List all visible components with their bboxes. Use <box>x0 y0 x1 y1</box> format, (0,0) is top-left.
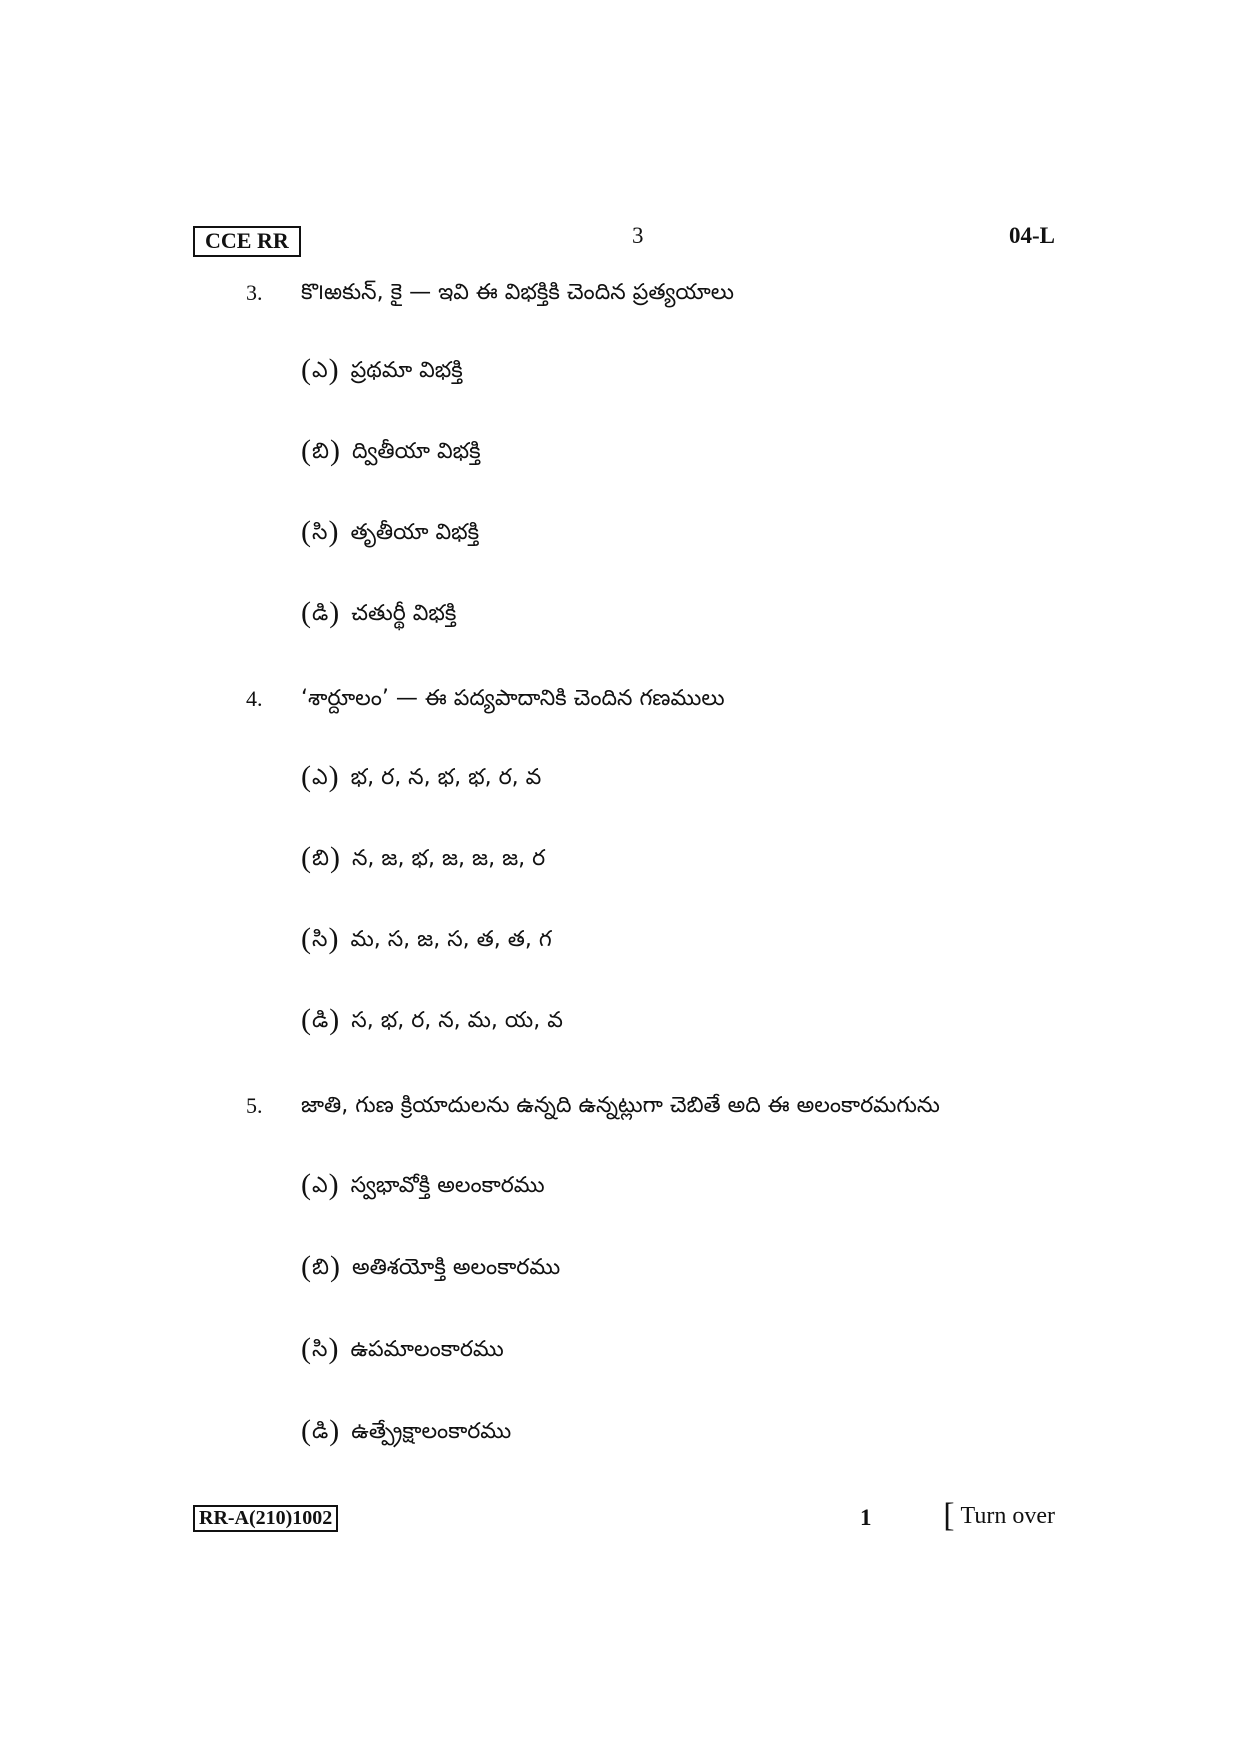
option-item: (ఎ) భ, ర, న, భ, భ, ర, వ <box>301 760 542 793</box>
option-item: (డి) స, భ, ర, న, మ, య, వ <box>301 1003 563 1036</box>
option-text: తృతీయా విభక్తి <box>350 520 480 545</box>
option-label: సి <box>312 1337 328 1362</box>
option-text: భ, ర, న, భ, భ, ర, వ <box>350 765 542 790</box>
header-page-number: 3 <box>632 223 644 248</box>
option-item: (డి) ఉత్ప్రేక్షాలంకారము <box>301 1414 512 1447</box>
question-text: ‘శార్దూలం’ — ఈ పద్యపాదానికి చెందిన గణములు <box>301 686 725 711</box>
option-label: ఎ <box>312 1173 328 1198</box>
option-label: డి <box>312 1008 329 1033</box>
option-text: స్వభావోక్తి అలంకారము <box>350 1173 545 1198</box>
option-text: ప్రథమా విభక్తి <box>350 358 463 383</box>
option-label: బి <box>312 439 329 464</box>
option-text: ఉపమాలంకారము <box>350 1337 504 1362</box>
turn-over-note <box>943 1497 1055 1535</box>
header-code-box: CCE RR <box>193 226 301 257</box>
question-number: 5. <box>246 1093 263 1118</box>
question-text: జాతి, గుణ క్రియాదులను ఉన్నది ఉన్నట్లుగా చెబితే అది ఈ అలంకారమగును <box>301 1093 940 1118</box>
option-text: మ, స, జ, స, త, త, గ <box>350 927 552 952</box>
option-text: ద్వితీయా విభక్తి <box>351 439 481 464</box>
question-number: 4. <box>246 686 263 711</box>
option-item: (సి) తృతీయా విభక్తి <box>301 515 480 548</box>
header-paper-code: 04-L <box>1009 223 1055 248</box>
option-item: (సి) ఉపమాలంకారము <box>301 1332 504 1365</box>
option-text: స, భ, ర, న, మ, య, వ <box>351 1008 563 1033</box>
option-label: సి <box>312 520 328 545</box>
question-number: 3. <box>246 280 263 305</box>
option-label: ఎ <box>312 358 328 383</box>
option-label: బి <box>312 846 329 871</box>
footer-code-box: RR-A(210)1002 <box>193 1505 338 1532</box>
option-label: సి <box>312 927 328 952</box>
turn-over-bracket: [ <box>943 1497 955 1534</box>
option-item: (ఎ) స్వభావోక్తి అలంకారము <box>301 1168 545 1201</box>
option-item: (బి) న, జ, భ, జ, జ, జ, ర <box>301 841 546 874</box>
option-label: ఎ <box>312 765 328 790</box>
option-item: (ఎ) ప్రథమా విభక్తి <box>301 353 463 386</box>
option-item: (బి) ద్వితీయా విభక్తి <box>301 434 481 467</box>
option-item: (డి) చతుర్థీ విభక్తి <box>301 596 457 629</box>
question-text: కొ౹ఱకున్, కై — ఇవి ఈ విభక్తికి చెందిన ప్రత్యయాలు <box>301 280 734 305</box>
option-item: (సి) మ, స, జ, స, త, త, గ <box>301 922 552 955</box>
option-text: ఉత్ప్రేక్షాలంకారము <box>351 1419 512 1444</box>
footer-page-number: 1 <box>860 1505 872 1530</box>
option-text: అతిశయోక్తి అలంకారము <box>351 1255 561 1280</box>
option-text: న, జ, భ, జ, జ, జ, ర <box>351 846 546 871</box>
option-label: డి <box>312 1419 329 1444</box>
option-label: బి <box>312 1255 329 1280</box>
option-label: డి <box>312 601 329 626</box>
option-text: చతుర్థీ విభక్తి <box>351 601 457 626</box>
option-item: (బి) అతిశయోక్తి అలంకారము <box>301 1250 561 1283</box>
turn-over-text: Turn over <box>960 1503 1055 1529</box>
